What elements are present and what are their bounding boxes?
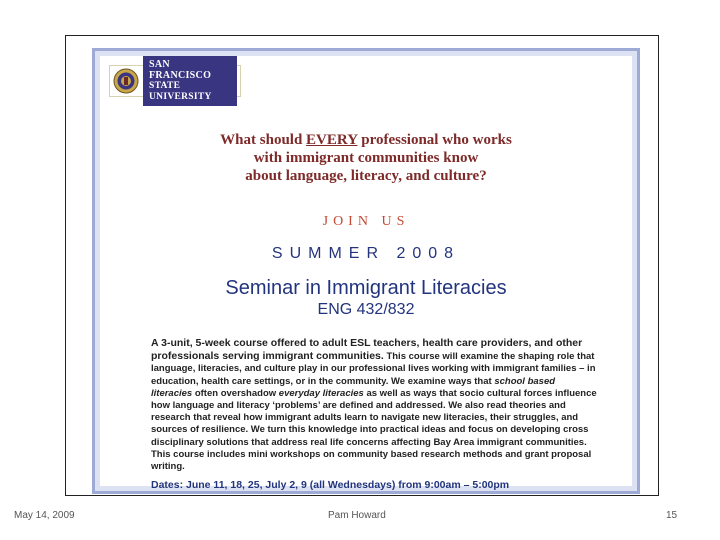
description-part-2: often overshadow — [192, 387, 279, 399]
course-description — [151, 337, 597, 473]
logo-line-1: SAN FRANCISCO — [149, 59, 212, 81]
question-line-3: about language, literacy, and culture? — [245, 168, 487, 184]
question-line-1-end: professional who works — [357, 132, 512, 148]
slide-image-frame — [65, 35, 659, 496]
summer-year-heading: SUMMER 2008 — [271, 245, 461, 262]
description-emphasis-2: everyday literacies — [278, 387, 364, 399]
sfsu-logo — [109, 59, 241, 102]
logo-line-2: STATE UNIVERSITY — [149, 81, 212, 102]
university-seal-icon — [113, 68, 139, 94]
join-us-heading: JOIN US — [322, 214, 410, 229]
footer-date: May 14, 2009 — [14, 510, 75, 521]
course-flyer — [92, 48, 640, 494]
seminar-title: Seminar in Immigrant Literacies — [225, 277, 507, 299]
question-line-1-start: What should — [220, 132, 307, 148]
course-code: ENG 432/832 — [317, 301, 415, 318]
description-part-1: This course will examine the shaping role that language, literacies, and culture play in our professional lives working with immigrant families – in education, health care settings, or in the community. We examine ways that — [151, 351, 596, 387]
description-emphasis-1: school based literacies — [151, 375, 556, 399]
question-line-1 — [95, 131, 637, 149]
course-dates: Dates: June 11, 18, 25, July 2, 9 (all Wednesdays) from 9:00am – 5:00pm — [151, 479, 510, 491]
description-lead: A 3-unit, 5-week course offered to adult ESL teachers, health care providers, and other professionals serving immigrant communities. — [151, 337, 583, 363]
logo-wordmark — [143, 56, 237, 106]
page-number: 15 — [666, 510, 678, 521]
question-line-2: with immigrant communities know — [253, 150, 479, 166]
headline-question — [95, 131, 637, 185]
footer-author: Pam Howard — [328, 510, 386, 521]
question-emphasis: EVERY — [306, 132, 358, 148]
description-part-3: as well as ways that socio cultural forces influence how language and literacy ‘problems’ are defined and addressed. We also read theories and research that reveal how immigrant adults learn to navigate new literacies, their struggles, and sources of resilience. We turn this knowledge into practical ideas and focus on developing cross disciplinary solutions that address real life concerns affecting Bay Area immigrant communities. This course includes mini workshops on community based research methods and grant proposal writing. — [151, 387, 597, 473]
